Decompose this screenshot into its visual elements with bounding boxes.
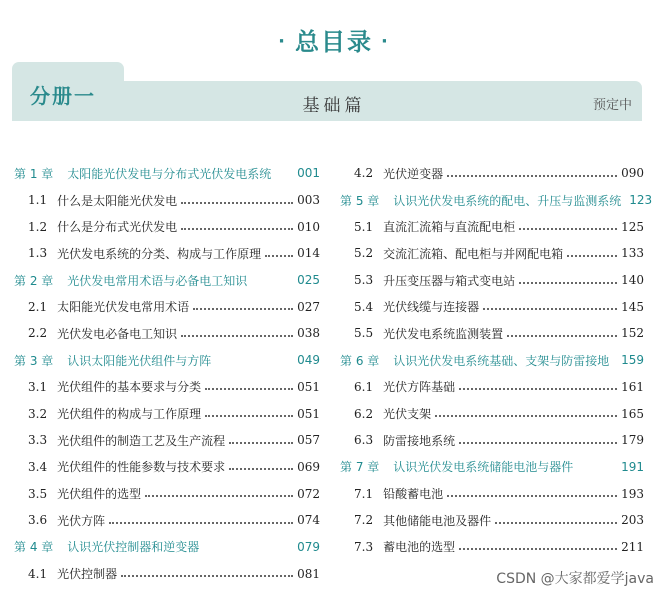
- entry-title: 升压变压器与箱式变电站: [383, 273, 516, 288]
- entry-number: 6.3: [354, 433, 374, 448]
- entry-number: 3.2: [28, 406, 48, 421]
- toc-section-entry: [14, 293, 320, 320]
- dot-leader: [215, 362, 293, 363]
- entry-page-number: 069: [297, 459, 320, 474]
- toc-section-entry: [340, 400, 644, 427]
- dot-leader: [229, 441, 293, 444]
- entry-page-number: 193: [621, 486, 644, 501]
- dot-leader: [181, 227, 293, 230]
- entry-title: 光伏组件的制造工艺及生产流程: [57, 433, 226, 448]
- dot-leader: [459, 387, 617, 390]
- toc-left-column: [14, 160, 320, 587]
- entry-title: 光伏组件的选型: [57, 487, 142, 502]
- entry-page-number: 025: [297, 273, 320, 288]
- dot-leader: [519, 281, 617, 284]
- dot-leader: [205, 387, 293, 390]
- entry-number: 4.1: [28, 566, 48, 581]
- entry-number: 第 4 章: [14, 540, 54, 555]
- entry-page-number: 014: [297, 246, 320, 261]
- entry-title: 光伏线缆与连接器: [383, 300, 480, 315]
- entry-number: 2.2: [28, 326, 48, 341]
- entry-page-number: 049: [297, 353, 320, 368]
- toc-section-entry: [340, 293, 644, 320]
- entry-number: 第 1 章: [14, 166, 54, 181]
- entry-page-number: 211: [621, 539, 644, 554]
- entry-title: 太阳能光伏发电与分布式光伏发电系统: [67, 166, 272, 181]
- entry-number: 7.3: [354, 539, 374, 554]
- entry-page-number: 081: [297, 566, 320, 581]
- entry-title: 光伏逆变器: [383, 166, 444, 181]
- toc-section-entry: [14, 213, 320, 240]
- dot-leader: [193, 307, 293, 310]
- toc-section-entry: [340, 427, 644, 454]
- volume-label: 分册一: [30, 84, 96, 108]
- entry-page-number: 123: [629, 193, 653, 208]
- dot-leader: [203, 548, 293, 549]
- toc-chapter-entry: [14, 534, 320, 561]
- toc-right-column: [340, 160, 653, 560]
- toc-chapter-entry: [14, 160, 320, 187]
- entry-number: 3.1: [28, 379, 48, 394]
- entry-title: 认识光伏控制器和逆变器: [67, 540, 200, 555]
- entry-title: 光伏发电必备电工知识: [57, 326, 178, 341]
- dot-leader: [145, 494, 293, 497]
- entry-number: 5.2: [354, 246, 374, 261]
- entry-title: 光伏组件的基本要求与分类: [57, 380, 202, 395]
- entry-number: 5.1: [354, 219, 374, 234]
- entry-number: 4.2: [354, 166, 374, 181]
- entry-title: 光伏组件的性能参数与技术要求: [57, 460, 226, 475]
- title-dot-right: ·: [381, 31, 390, 52]
- volume-status: 预定中: [592, 98, 632, 113]
- entry-page-number: 079: [297, 539, 320, 554]
- entry-title: 光伏支架: [383, 407, 432, 422]
- title-dot-left: ·: [278, 31, 287, 52]
- entry-title: 铅酸蓄电池: [383, 487, 444, 502]
- entry-page-number: 072: [297, 486, 320, 501]
- toc-section-entry: [340, 267, 644, 294]
- toc-section-entry: [340, 480, 644, 507]
- dot-leader: [435, 414, 617, 417]
- toc-section-entry: [340, 320, 644, 347]
- entry-number: 7.1: [354, 486, 374, 501]
- entry-number: 6.1: [354, 379, 374, 394]
- entry-title: 认识光伏发电系统储能电池与器件: [393, 460, 574, 475]
- dot-leader: [121, 574, 293, 577]
- toc-chapter-entry: [14, 267, 320, 294]
- toc-section-entry: [14, 240, 320, 267]
- entry-page-number: 145: [621, 299, 644, 314]
- entry-title: 认识太阳能光伏组件与方阵: [67, 353, 212, 368]
- page-title-text: 总目录: [295, 28, 373, 56]
- entry-title: 光伏方阵基础: [383, 380, 456, 395]
- toc-chapter-entry: [340, 187, 653, 214]
- dot-leader: [577, 468, 617, 469]
- toc-section-entry: [14, 454, 320, 481]
- entry-page-number: 179: [621, 433, 644, 448]
- entry-number: 5.4: [354, 299, 374, 314]
- toc-section-entry: [14, 560, 320, 587]
- toc-section-entry: [340, 213, 644, 240]
- toc-section-entry: [14, 320, 320, 347]
- entry-page-number: 090: [621, 166, 644, 181]
- entry-title: 交流汇流箱、配电柜与并网配电箱: [383, 246, 564, 261]
- entry-page-number: 057: [297, 433, 320, 448]
- entry-number: 3.6: [28, 513, 48, 528]
- entry-page-number: 159: [621, 353, 644, 368]
- entry-number: 第 7 章: [340, 460, 380, 475]
- watermark: CSDN @大家都爱学java: [496, 571, 654, 587]
- entry-page-number: 125: [621, 219, 644, 234]
- toc-chapter-entry: [340, 347, 644, 374]
- toc-section-entry: [14, 480, 320, 507]
- entry-page-number: 161: [621, 379, 644, 394]
- dot-leader: [447, 174, 617, 177]
- dot-leader: [109, 521, 293, 524]
- entry-page-number: 003: [297, 193, 320, 208]
- toc-section-entry: [340, 534, 644, 561]
- entry-number: 第 5 章: [340, 193, 380, 208]
- page-title: [0, 22, 668, 57]
- toc-chapter-entry: [14, 347, 320, 374]
- entry-page-number: 074: [297, 513, 320, 528]
- toc-section-entry: [14, 374, 320, 401]
- entry-number: 6.2: [354, 406, 374, 421]
- toc-section-entry: [340, 374, 644, 401]
- entry-number: 1.3: [28, 246, 48, 261]
- dot-leader: [459, 441, 617, 444]
- entry-page-number: 140: [621, 273, 644, 288]
- entry-number: 3.3: [28, 433, 48, 448]
- dot-leader: [459, 547, 617, 550]
- entry-number: 第 3 章: [14, 353, 54, 368]
- entry-number: 2.1: [28, 299, 48, 314]
- entry-title: 认识光伏发电系统基础、支架与防雷接地: [393, 353, 610, 368]
- entry-title: 光伏组件的构成与工作原理: [57, 407, 202, 422]
- dot-leader: [447, 494, 617, 497]
- entry-title: 蓄电池的选型: [383, 540, 456, 555]
- entry-page-number: 051: [297, 406, 320, 421]
- dot-leader: [251, 282, 293, 283]
- dot-leader: [181, 201, 293, 204]
- entry-title: 什么是分布式光伏发电: [57, 220, 178, 235]
- dot-leader: [229, 467, 293, 470]
- dot-leader: [495, 521, 617, 524]
- entry-title: 防雷接地系统: [383, 433, 456, 448]
- entry-page-number: 001: [297, 166, 320, 181]
- entry-number: 1.1: [28, 193, 48, 208]
- entry-title: 太阳能光伏发电常用术语: [57, 300, 190, 315]
- entry-title: 光伏方阵: [57, 513, 106, 528]
- entry-number: 7.2: [354, 513, 374, 528]
- entry-page-number: 165: [621, 406, 644, 421]
- dot-leader: [507, 334, 617, 337]
- entry-title: 认识光伏发电系统的配电、升压与监测系统: [393, 193, 622, 208]
- dot-leader: [483, 307, 617, 310]
- entry-number: 3.5: [28, 486, 48, 501]
- toc-section-entry: [14, 187, 320, 214]
- dot-leader: [519, 227, 617, 230]
- toc-section-entry: [14, 427, 320, 454]
- entry-page-number: 152: [621, 326, 644, 341]
- entry-page-number: 038: [297, 326, 320, 341]
- toc-chapter-entry: [340, 454, 644, 481]
- entry-title: 光伏发电常用术语与必备电工知识: [67, 273, 248, 288]
- dot-leader: [275, 175, 293, 176]
- entry-page-number: 027: [297, 299, 320, 314]
- entry-title: 光伏发电系统的分类、构成与工作原理: [57, 246, 262, 261]
- entry-number: 5.5: [354, 326, 374, 341]
- dot-leader: [613, 362, 617, 363]
- entry-number: 第 2 章: [14, 273, 54, 288]
- entry-number: 第 6 章: [340, 353, 380, 368]
- entry-number: 3.4: [28, 459, 48, 474]
- dot-leader: [205, 414, 293, 417]
- toc-section-entry: [340, 160, 644, 187]
- dot-leader: [567, 254, 617, 257]
- toc-section-entry: [14, 507, 320, 534]
- dot-leader: [181, 334, 293, 337]
- entry-title: 光伏控制器: [57, 567, 118, 582]
- entry-page-number: 010: [297, 219, 320, 234]
- entry-page-number: 203: [621, 513, 644, 528]
- entry-title: 光伏发电系统监测装置: [383, 326, 504, 341]
- entry-title: 什么是太阳能光伏发电: [57, 193, 178, 208]
- toc-section-entry: [14, 400, 320, 427]
- entry-page-number: 133: [621, 246, 644, 261]
- entry-title: 直流汇流箱与直流配电柜: [383, 220, 516, 235]
- entry-number: 1.2: [28, 219, 48, 234]
- entry-number: 5.3: [354, 273, 374, 288]
- entry-page-number: 051: [297, 379, 320, 394]
- entry-page-number: 191: [621, 459, 644, 474]
- dot-leader: [265, 254, 293, 257]
- entry-title: 其他储能电池及器件: [383, 513, 492, 528]
- toc-section-entry: [340, 507, 644, 534]
- toc-section-entry: [340, 240, 644, 267]
- volume-title: 基础篇: [302, 96, 366, 116]
